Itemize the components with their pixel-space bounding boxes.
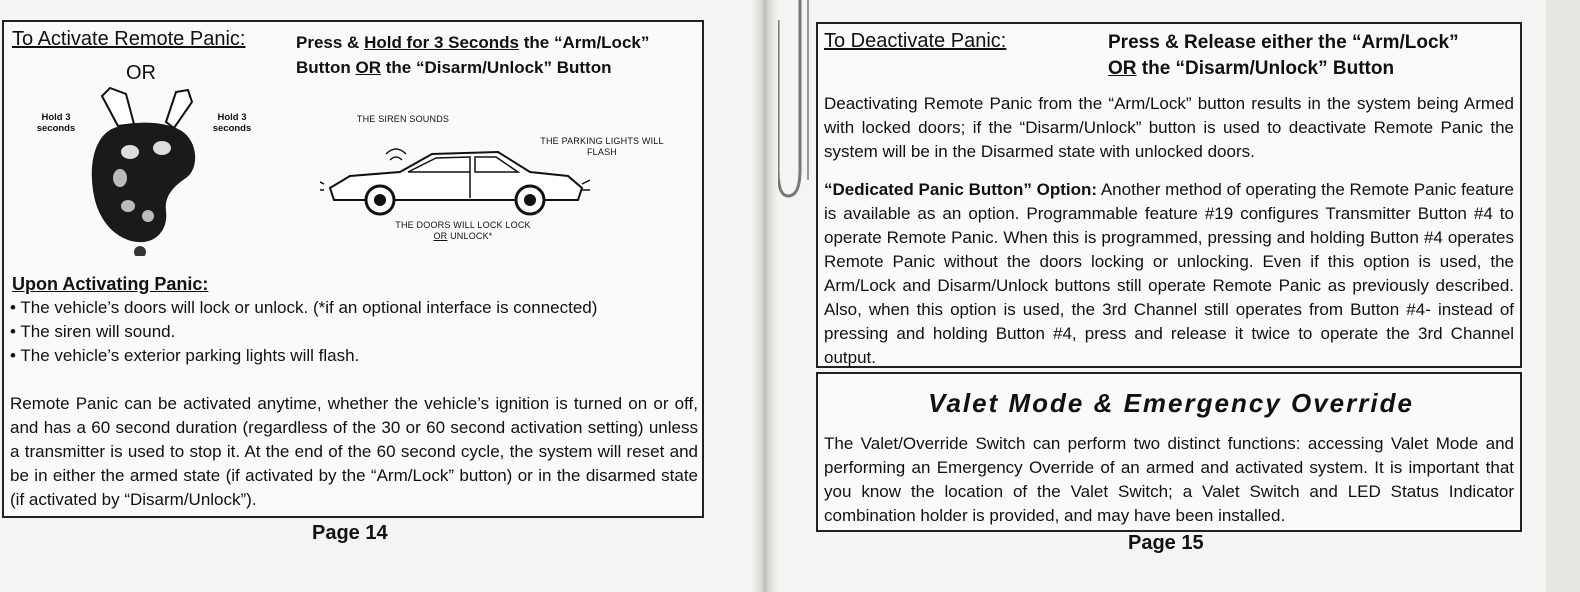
- list-item: • The vehicle’s exterior parking lights will flash.: [10, 344, 700, 368]
- paper-edge: [1546, 0, 1580, 592]
- paper-clip-icon: [778, 0, 818, 200]
- panic-duration-paragraph: Remote Panic can be activated anytime, whether the vehicle’s ignition is turned on or off, and has a 60 second duration (regardless of the 30 or 60 second activation setting) unless a transmitter is used to stop it. At the end of the 60 second cycle, the system will reset and be in either the armed state (if activated by the “Arm/Lock” button) or in the disarmed state (if activated by “Disarm/Unlock”).: [10, 394, 698, 509]
- valet-mode-box: [816, 372, 1522, 532]
- list-item: • The vehicle’s doors will lock or unlock. (*if an optional interface is connected): [10, 296, 700, 320]
- doors-label: THE DOORS WILL LOCK LOCK OR UNLOCK*: [395, 220, 531, 241]
- remote-or-label: OR: [126, 62, 156, 84]
- left-page-box: [2, 20, 704, 518]
- dedicated-option-paragraph: “Dedicated Panic Button” Option: Another method of operating the Remote Panic feature is available as an option. Programmable feature #19 configures Transmitter Button #4 to operate Remote Panic. When this is programmed, pressing and holding Button #4 operates Remote Panic without the doors locking or unlocking. Even if this option is used, the Arm/Lock and Disarm/Unlock buttons still operate Remote Panic as previously described. Also, when this option is used, the 3rd Channel still operates from Button #4- instead of pressing and holding Button #4, press and release it twice to operate the 3rd Channel output.: [824, 180, 1514, 367]
- list-item: • The siren will sound.: [10, 320, 700, 344]
- hold-right-label: Hold 3 seconds: [212, 112, 252, 134]
- remote-transmitter-icon: [74, 66, 214, 256]
- activate-instructions: Press & Hold for 3 Seconds the “Arm/Lock” Button OR the “Disarm/Unlock” Button: [296, 33, 650, 77]
- siren-label: THE SIREN SOUNDS: [356, 114, 450, 124]
- hold-left-label: Hold 3 seconds: [36, 112, 76, 134]
- dedicated-option-label: “Dedicated Panic Button” Option:: [824, 180, 1098, 199]
- panic-effects-list: [10, 296, 700, 368]
- valet-title: Valet Mode & Emergency Override: [928, 388, 1414, 418]
- page-gutter: [752, 0, 778, 592]
- deactivate-paragraph: Deactivating Remote Panic from the “Arm/Lock” button results in the system being Armed with locked doors; if the “Disarm/Unlock” button is used to deactivate Remote Panic the system will be in the Disarmed state with unlocked doors.: [824, 94, 1514, 161]
- upon-activating-heading: Upon Activating Panic:: [12, 274, 209, 294]
- page-number-right: Page 15: [1128, 532, 1204, 554]
- activate-heading: To Activate Remote Panic:: [12, 28, 246, 50]
- car-icon: [320, 140, 590, 220]
- page-number-left: Page 14: [312, 522, 388, 544]
- parking-lights-label: THE PARKING LIGHTS WILL FLASH: [540, 136, 664, 157]
- valet-paragraph: The Valet/Override Switch can perform two distinct functions: accessing Valet Mode and performing an Emergency Override of an armed and activated system. It is important that you know the location of the Valet Switch; a Valet Switch and LED Status Indicator combination holder is provided, and may have been installed.: [824, 434, 1514, 525]
- deactivate-heading: To Deactivate Panic:: [824, 30, 1007, 52]
- deactivate-instructions: Press & Release either the “Arm/Lock” OR the “Disarm/Unlock” Button: [1108, 32, 1459, 79]
- deactivate-panic-box: [816, 22, 1522, 368]
